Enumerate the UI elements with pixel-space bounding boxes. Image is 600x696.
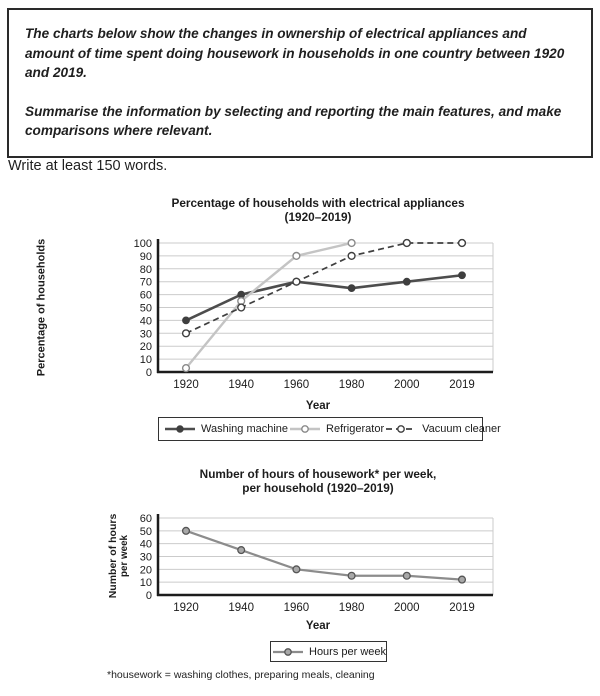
- legend-item-refrigerator: [288, 423, 384, 435]
- appliances-legend: [158, 417, 501, 441]
- prompt-paragraph-2: Summarise the information by selecting and reporting the main features, and make comparisons where relevant.: [25, 103, 562, 138]
- data-point-marker: [293, 566, 300, 573]
- x-tick-label: 1960: [283, 602, 310, 614]
- data-point-marker: [348, 253, 355, 260]
- data-point-marker: [238, 547, 245, 554]
- y-tick-label: 100: [133, 238, 152, 250]
- hours-chart-title-line1: Number of hours of housework* per week,: [199, 467, 437, 481]
- prompt-paragraph-1: The charts below show the changes in ownership of electrical appliances and amount of time spent doing housework in households in one country between 1920 and 2019.: [25, 26, 565, 80]
- appliances-chart-title-line2: (1920–2019): [284, 209, 352, 224]
- hours-per-week-line: [186, 531, 462, 580]
- y-tick-label: 10: [139, 354, 152, 367]
- data-point-marker: [398, 426, 404, 432]
- legend-label: Vacuum cleaner: [422, 423, 501, 435]
- data-point-marker: [459, 272, 466, 279]
- data-point-marker: [403, 240, 410, 247]
- y-tick-label: 50: [139, 525, 152, 538]
- x-tick-label: 2019: [449, 379, 475, 391]
- vacuum-cleaner-line: [186, 243, 462, 333]
- hours-chart-title-line2: per household (1920–2019): [242, 480, 394, 495]
- x-tick-label: 1940: [228, 379, 254, 391]
- y-tick-label: 20: [139, 564, 152, 577]
- legend-label: Washing machine: [201, 423, 289, 435]
- appliances-plot: [108, 236, 510, 394]
- data-point-marker: [177, 426, 183, 432]
- min-words-instruction: Write at least 150 words.: [8, 158, 168, 174]
- x-tick-label: 1920: [173, 379, 199, 391]
- data-point-marker: [348, 240, 355, 247]
- x-tick-label: 2019: [449, 602, 475, 614]
- data-point-marker: [238, 304, 245, 311]
- legend-item-washing-machine: [163, 423, 288, 435]
- legend-label: Refrigerator: [326, 423, 385, 435]
- data-point-marker: [403, 278, 410, 285]
- y-tick-label: 70: [139, 276, 152, 289]
- y-tick-label: 60: [139, 513, 152, 525]
- x-tick-label: 1980: [338, 602, 365, 614]
- x-tick-label: 2000: [394, 602, 420, 614]
- legend-item-vacuum-cleaner: [384, 423, 501, 435]
- data-point-marker: [348, 285, 355, 292]
- y-tick-label: 50: [139, 302, 152, 315]
- x-tick-label: 1960: [283, 379, 310, 391]
- appliances-chart-title: [108, 197, 528, 224]
- hours-y-axis-label-line2: per week: [119, 535, 130, 577]
- data-point-marker: [293, 278, 300, 285]
- refrigerator-line-icon: [288, 423, 322, 435]
- data-point-marker: [183, 527, 190, 534]
- appliances-chart-title-line1: Percentage of households with electrical appliances: [171, 196, 465, 210]
- y-tick-label: 0: [145, 367, 152, 379]
- washing-machine-line-icon: [163, 423, 197, 435]
- x-tick-label: 1940: [228, 602, 254, 614]
- refrigerator-line: [186, 243, 352, 368]
- y-tick-label: 60: [139, 289, 152, 302]
- appliances-y-axis-label: Percentage of households: [35, 238, 48, 377]
- y-tick-label: 0: [145, 590, 152, 602]
- legend-label: Hours per week: [309, 645, 387, 658]
- data-point-marker: [293, 253, 300, 260]
- y-tick-label: 30: [139, 551, 152, 564]
- x-tick-label: 1980: [338, 379, 365, 391]
- legend-item-hours-per-week: [271, 646, 386, 658]
- hours-plot: [108, 510, 510, 618]
- y-tick-label: 40: [139, 538, 152, 551]
- y-tick-label: 10: [139, 577, 152, 590]
- data-point-marker: [459, 240, 466, 247]
- data-point-marker: [183, 365, 190, 372]
- hours-legend: [270, 641, 387, 662]
- hours-x-axis-label: Year: [305, 620, 331, 632]
- housework-footnote: *housework = washing clothes, preparing meals, cleaning: [107, 669, 375, 681]
- hours-chart-title: [108, 468, 528, 495]
- data-point-marker: [302, 426, 308, 432]
- data-point-marker: [285, 648, 291, 654]
- data-point-marker: [348, 572, 355, 579]
- x-tick-label: 1920: [173, 602, 199, 614]
- appliances-x-axis-label: Year: [305, 400, 331, 412]
- data-point-marker: [403, 572, 410, 579]
- y-tick-label: 90: [139, 250, 152, 263]
- hours-y-axis-label-line1: Number of hours: [107, 513, 119, 599]
- data-point-marker: [183, 330, 190, 337]
- data-point-marker: [183, 317, 190, 324]
- data-point-marker: [459, 576, 466, 583]
- y-tick-label: 20: [139, 341, 152, 354]
- vacuum-cleaner-line-icon: [384, 423, 418, 435]
- x-tick-label: 2000: [394, 379, 420, 391]
- y-tick-label: 80: [139, 263, 152, 276]
- y-tick-label: 30: [139, 328, 152, 341]
- task-prompt-box: [7, 8, 593, 158]
- y-tick-label: 40: [139, 315, 152, 328]
- hours-per-week-line-icon: [271, 646, 305, 658]
